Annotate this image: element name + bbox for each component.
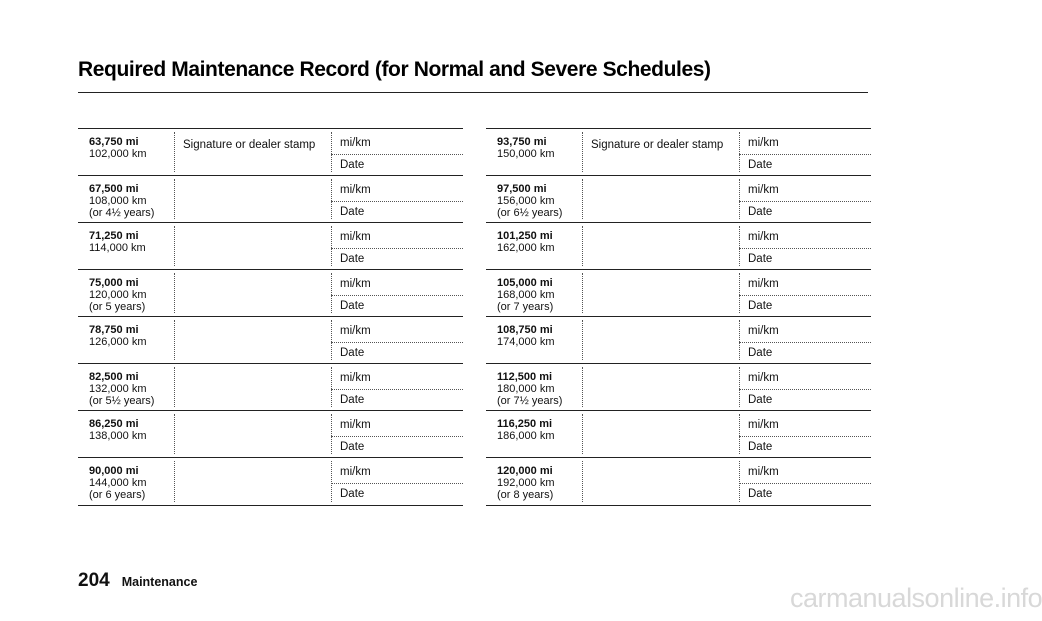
column-divider (174, 273, 175, 313)
mileage-cell (89, 230, 175, 254)
mileage-miles: 82,500 mi (89, 371, 139, 383)
mileage-cell (89, 183, 175, 219)
table-row (486, 458, 871, 505)
mileage-cell (497, 183, 583, 219)
column-divider (739, 320, 740, 360)
date-entry-label: Date (340, 394, 365, 406)
mileage-years: (or 8 years) (497, 489, 554, 501)
signature-header: Signature or dealer stamp (183, 139, 316, 151)
mileage-cell (497, 324, 583, 348)
column-divider (174, 461, 175, 502)
column-divider (174, 414, 175, 454)
column-divider (174, 320, 175, 360)
entry-divider (331, 248, 463, 249)
mileage-miles: 105,000 mi (497, 277, 553, 289)
entry-divider (331, 389, 463, 390)
column-divider (582, 320, 583, 360)
date-entry-label: Date (748, 159, 773, 171)
mileage-entry-label: mi/km (340, 325, 371, 337)
table-row (486, 223, 871, 270)
column-divider (582, 367, 583, 407)
mileage-miles: 75,000 mi (89, 277, 139, 289)
mileage-miles: 101,250 mi (497, 230, 553, 242)
column-divider (739, 179, 740, 219)
date-entry-label: Date (748, 206, 773, 218)
column-divider (582, 414, 583, 454)
mileage-km: 168,000 km (497, 289, 555, 301)
column-divider (331, 414, 332, 454)
date-entry-label: Date (340, 488, 365, 500)
mileage-km: 144,000 km (89, 477, 147, 489)
mileage-entry-label: mi/km (748, 325, 779, 337)
mileage-miles: 112,500 mi (497, 371, 553, 383)
mileage-miles: 116,250 mi (497, 418, 553, 430)
mileage-km: 174,000 km (497, 336, 555, 348)
mileage-cell (89, 324, 175, 348)
mileage-km: 126,000 km (89, 336, 147, 348)
column-divider (582, 273, 583, 313)
column-divider (739, 414, 740, 454)
mileage-miles: 71,250 mi (89, 230, 139, 242)
column-divider (174, 226, 175, 266)
entry-divider (739, 436, 871, 437)
date-entry-label: Date (340, 206, 365, 218)
mileage-years: (or 5 years) (89, 301, 146, 313)
mileage-entry-label: mi/km (340, 278, 371, 290)
mileage-km: 192,000 km (497, 477, 555, 489)
mileage-entry-label: mi/km (748, 184, 779, 196)
mileage-miles: 120,000 mi (497, 465, 553, 477)
mileage-km: 114,000 km (89, 242, 146, 254)
mileage-entry-label: mi/km (340, 184, 371, 196)
mileage-miles: 90,000 mi (89, 465, 139, 477)
mileage-years: (or 6 years) (89, 489, 146, 501)
column-divider (331, 226, 332, 266)
date-entry-label: Date (748, 347, 773, 359)
mileage-km: 102,000 km (89, 148, 147, 160)
mileage-years: (or 6½ years) (497, 207, 563, 219)
column-divider (739, 226, 740, 266)
mileage-years: (or 5½ years) (89, 395, 155, 407)
mileage-miles: 78,750 mi (89, 324, 139, 336)
mileage-years: (or 4½ years) (89, 207, 155, 219)
page-footer (78, 570, 197, 592)
signature-header: Signature or dealer stamp (591, 139, 724, 151)
mileage-entry-label: mi/km (748, 419, 779, 431)
mileage-miles: 108,750 mi (497, 324, 553, 336)
mileage-km: 108,000 km (89, 195, 147, 207)
mileage-years: (or 7½ years) (497, 395, 563, 407)
column-divider (331, 320, 332, 360)
mileage-km: 138,000 km (89, 430, 147, 442)
mileage-km: 162,000 km (497, 242, 555, 254)
column-divider (174, 367, 175, 407)
maintenance-table-left (78, 128, 463, 506)
table-row (78, 223, 463, 270)
title-divider (78, 92, 868, 93)
date-entry-label: Date (748, 253, 773, 265)
entry-divider (331, 483, 463, 484)
entry-divider (739, 201, 871, 202)
date-entry-label: Date (748, 441, 773, 453)
mileage-km: 132,000 km (89, 383, 147, 395)
column-divider (739, 273, 740, 313)
column-divider (739, 132, 740, 172)
table-row (486, 364, 871, 411)
date-entry-label: Date (340, 300, 365, 312)
mileage-cell (89, 465, 175, 501)
mileage-cell (497, 277, 583, 313)
mileage-entry-label: mi/km (748, 372, 779, 384)
column-divider (582, 132, 583, 172)
mileage-cell (89, 371, 175, 407)
entry-divider (739, 389, 871, 390)
entry-divider (739, 342, 871, 343)
table-row (78, 317, 463, 364)
table-row (486, 129, 871, 176)
entry-divider (331, 436, 463, 437)
mileage-km: 150,000 km (497, 148, 555, 160)
mileage-entry-label: mi/km (748, 466, 779, 478)
column-divider (739, 367, 740, 407)
mileage-entry-label: mi/km (748, 231, 779, 243)
column-divider (174, 179, 175, 219)
date-entry-label: Date (340, 159, 365, 171)
column-divider (331, 367, 332, 407)
mileage-km: 156,000 km (497, 195, 555, 207)
table-row (78, 458, 463, 505)
date-entry-label: Date (340, 347, 365, 359)
mileage-miles: 86,250 mi (89, 418, 139, 430)
mileage-miles: 63,750 mi (89, 136, 139, 148)
mileage-years: (or 7 years) (497, 301, 554, 313)
mileage-entry-label: mi/km (340, 466, 371, 478)
table-row (78, 129, 463, 176)
date-entry-label: Date (748, 394, 773, 406)
mileage-cell (89, 277, 175, 313)
table-row (486, 270, 871, 317)
column-divider (739, 461, 740, 502)
table-row (486, 176, 871, 223)
mileage-entry-label: mi/km (748, 278, 779, 290)
date-entry-label: Date (340, 253, 365, 265)
column-divider (331, 179, 332, 219)
mileage-km: 120,000 km (89, 289, 147, 301)
mileage-cell (497, 136, 583, 160)
mileage-cell (497, 371, 583, 407)
table-row (486, 411, 871, 458)
entry-divider (331, 342, 463, 343)
column-divider (582, 179, 583, 219)
maintenance-table-right (486, 128, 871, 506)
column-divider (582, 461, 583, 502)
mileage-miles: 93,750 mi (497, 136, 547, 148)
page-title: Required Maintenance Record (for Normal and Severe Schedules) (78, 58, 711, 81)
page-number: 204 (78, 570, 110, 591)
mileage-miles: 67,500 mi (89, 183, 139, 195)
entry-divider (331, 295, 463, 296)
date-entry-label: Date (748, 488, 773, 500)
column-divider (331, 461, 332, 502)
entry-divider (739, 154, 871, 155)
table-row (78, 176, 463, 223)
column-divider (174, 132, 175, 172)
mileage-cell (89, 136, 175, 160)
mileage-km: 180,000 km (497, 383, 555, 395)
mileage-cell (497, 465, 583, 501)
column-divider (582, 226, 583, 266)
date-entry-label: Date (340, 441, 365, 453)
column-divider (331, 132, 332, 172)
table-row (486, 317, 871, 364)
mileage-cell (89, 418, 175, 442)
mileage-cell (497, 418, 583, 442)
mileage-entry-label: mi/km (340, 372, 371, 384)
date-entry-label: Date (748, 300, 773, 312)
mileage-km: 186,000 km (497, 430, 555, 442)
mileage-entry-label: mi/km (340, 137, 371, 149)
entry-divider (739, 248, 871, 249)
column-divider (331, 273, 332, 313)
mileage-entry-label: mi/km (340, 231, 371, 243)
table-row (78, 364, 463, 411)
table-row (78, 411, 463, 458)
mileage-entry-label: mi/km (340, 419, 371, 431)
entry-divider (739, 483, 871, 484)
table-row (78, 270, 463, 317)
section-name: Maintenance (121, 575, 198, 589)
watermark: carmanualsonline.info (790, 583, 1042, 613)
entry-divider (331, 201, 463, 202)
entry-divider (331, 154, 463, 155)
mileage-cell (497, 230, 583, 254)
entry-divider (739, 295, 871, 296)
mileage-entry-label: mi/km (748, 137, 779, 149)
mileage-miles: 97,500 mi (497, 183, 547, 195)
